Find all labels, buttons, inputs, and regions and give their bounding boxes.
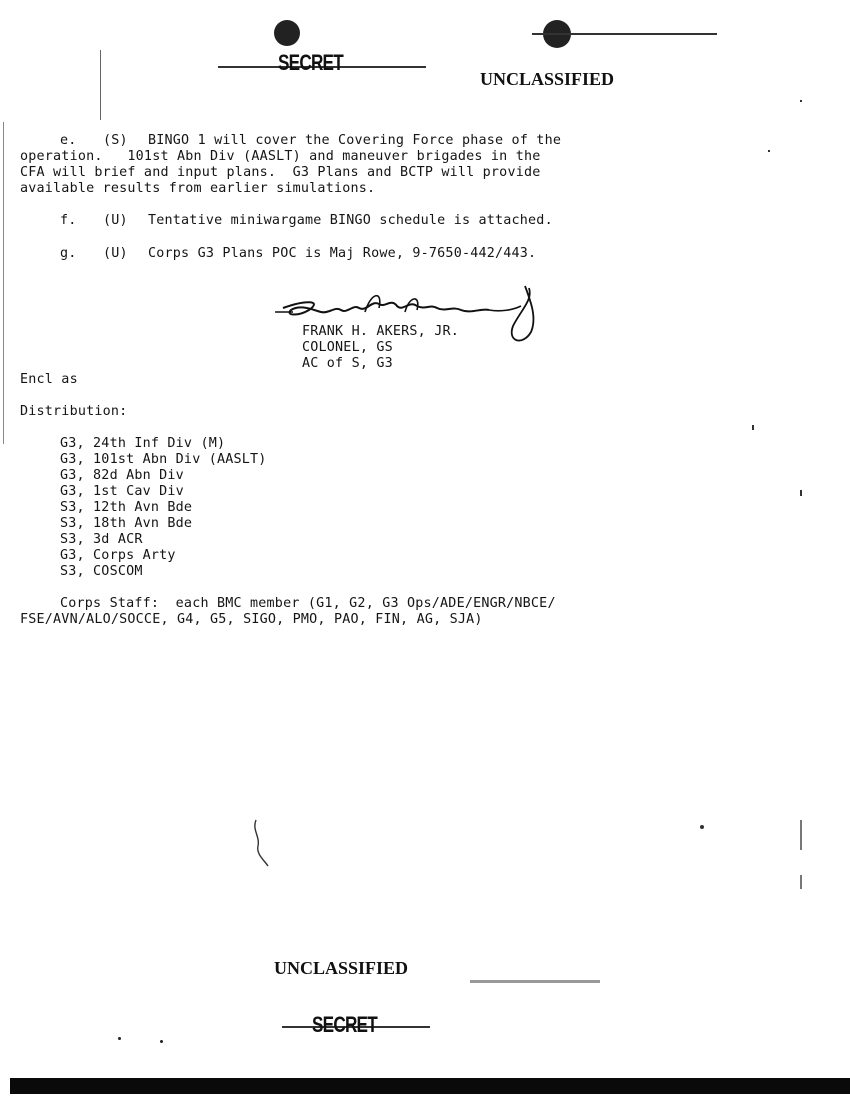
- bottom-speck: [118, 1037, 121, 1040]
- scan-edge-bar: [10, 1078, 850, 1094]
- stray-pen-mark: [250, 818, 274, 868]
- corps-staff-line2: FSE/AVN/ALO/SOCCE, G4, G5, SIGO, PMO, PAO, FIN, AG, SJA): [20, 612, 483, 627]
- para-f-mark: (U): [103, 213, 128, 228]
- top-rule-right: [532, 33, 717, 35]
- list-item: S3, COSCOM: [60, 564, 143, 579]
- para-g-text: Corps G3 Plans POC is Maj Rowe, 9-7650-442/443.: [148, 246, 537, 261]
- para-e-mark: (S): [103, 133, 128, 148]
- para-f-letter: f.: [60, 213, 77, 228]
- signature-rank: COLONEL, GS: [302, 340, 393, 355]
- para-e-line3: CFA will brief and input plans. G3 Plans and BCTP will provide: [20, 165, 541, 180]
- bottom-speck: [160, 1040, 163, 1043]
- top-hole-punch-left: [274, 20, 300, 46]
- scan-mark: [800, 820, 802, 850]
- bottom-classification: UNCLASSIFIED: [274, 958, 409, 978]
- list-item: S3, 18th Avn Bde: [60, 516, 193, 531]
- signature-name: FRANK H. AKERS, JR.: [302, 324, 459, 339]
- scan-mark: [700, 825, 704, 829]
- left-binding-line: [3, 122, 4, 444]
- list-item: G3, 101st Abn Div (AASLT): [60, 452, 267, 467]
- bottom-speckle: [470, 980, 600, 983]
- list-item: G3, Corps Arty: [60, 548, 176, 563]
- corps-staff-line1: Corps Staff: each BMC member (G1, G2, G3 Ops/ADE/ENGR/NBCE/: [60, 596, 556, 611]
- top-secret-stamp: SECRET: [278, 50, 343, 75]
- para-g-mark: (U): [103, 246, 128, 261]
- para-e-line2: operation. 101st Abn Div (AASLT) and maneuver brigades in the: [20, 149, 541, 164]
- list-item: G3, 24th Inf Div (M): [60, 436, 226, 451]
- distribution-heading: Distribution:: [20, 404, 128, 419]
- scan-mark: [800, 100, 802, 102]
- enclosure: Encl as: [20, 372, 78, 387]
- para-e-line1: BINGO 1 will cover the Covering Force phase of the: [148, 133, 562, 148]
- distribution-list: [60, 436, 267, 580]
- para-e-line4: available results from earlier simulations.: [20, 181, 376, 196]
- top-classification: UNCLASSIFIED: [480, 69, 615, 89]
- scan-mark: [768, 150, 770, 152]
- scan-mark: [752, 425, 754, 430]
- para-e-letter: e.: [60, 133, 77, 148]
- list-item: G3, 82d Abn Div: [60, 468, 184, 483]
- bottom-secret-stamp: SECRET: [312, 1012, 377, 1037]
- list-item: S3, 12th Avn Bde: [60, 500, 193, 515]
- scan-mark: [100, 50, 101, 120]
- list-item: S3, 3d ACR: [60, 532, 143, 547]
- list-item: G3, 1st Cav Div: [60, 484, 184, 499]
- para-g-letter: g.: [60, 246, 77, 261]
- scan-mark: [800, 490, 802, 496]
- signature-title: AC of S, G3: [302, 356, 393, 371]
- scan-mark: [800, 875, 802, 889]
- para-f-text: Tentative miniwargame BINGO schedule is attached.: [148, 213, 553, 228]
